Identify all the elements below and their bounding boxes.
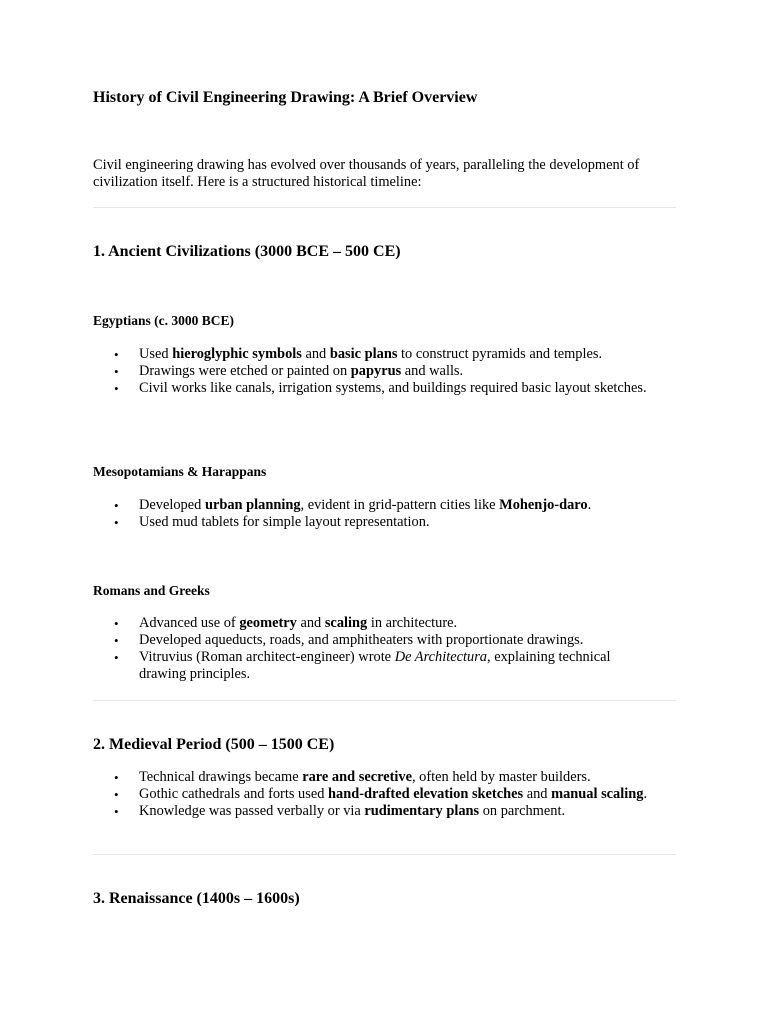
list-item: • Advanced use of geometry and scaling in architecture. bbox=[93, 615, 653, 632]
list-item: • Civil works like canals, irrigation systems, and buildings required basic layout sketches. bbox=[93, 380, 653, 397]
subsection-heading-egyptians: Egyptians (c. 3000 BCE) bbox=[93, 313, 235, 328]
list-item: • Drawings were etched or painted on papyrus and walls. bbox=[93, 363, 653, 380]
section-divider bbox=[93, 207, 676, 208]
mesopotamians-list bbox=[93, 497, 653, 531]
list-item: • Used hieroglyphic symbols and basic plans to construct pyramids and temples. bbox=[93, 346, 653, 363]
list-item: • Used mud tablets for simple layout representation. bbox=[93, 514, 653, 531]
list-item: • Developed aqueducts, roads, and amphitheaters with proportionate drawings. bbox=[93, 632, 653, 649]
document-title: History of Civil Engineering Drawing: A Brief Overview bbox=[93, 89, 478, 106]
section-heading-renaissance: 3. Renaissance (1400s – 1600s) bbox=[93, 890, 300, 907]
romans-greeks-list bbox=[93, 615, 653, 683]
subsection-heading-romans-greeks: Romans and Greeks bbox=[93, 583, 210, 598]
medieval-list bbox=[93, 769, 653, 820]
subsection-heading-mesopotamians: Mesopotamians & Harappans bbox=[93, 464, 267, 479]
list-item: • Developed urban planning, evident in grid-pattern cities like Mohenjo-daro. bbox=[93, 497, 653, 514]
list-item: • Vitruvius (Roman architect-engineer) wrote De Architectura, explaining technical drawing principles. bbox=[93, 649, 653, 683]
section-heading-medieval: 2. Medieval Period (500 – 1500 CE) bbox=[93, 736, 335, 753]
egyptians-list bbox=[93, 346, 653, 397]
list-item: • Knowledge was passed verbally or via rudimentary plans on parchment. bbox=[93, 803, 653, 820]
list-item: • Gothic cathedrals and forts used hand-drafted elevation sketches and manual scaling. bbox=[93, 786, 653, 803]
section-divider bbox=[93, 700, 676, 701]
list-item: • Technical drawings became rare and secretive, often held by master builders. bbox=[93, 769, 653, 786]
section-divider bbox=[93, 854, 676, 855]
intro-paragraph: Civil engineering drawing has evolved over thousands of years, paralleling the development of civilization itself. Here is a structured historical timeline: bbox=[93, 157, 640, 190]
section-heading-ancient: 1. Ancient Civilizations (3000 BCE – 500 CE) bbox=[93, 243, 401, 260]
